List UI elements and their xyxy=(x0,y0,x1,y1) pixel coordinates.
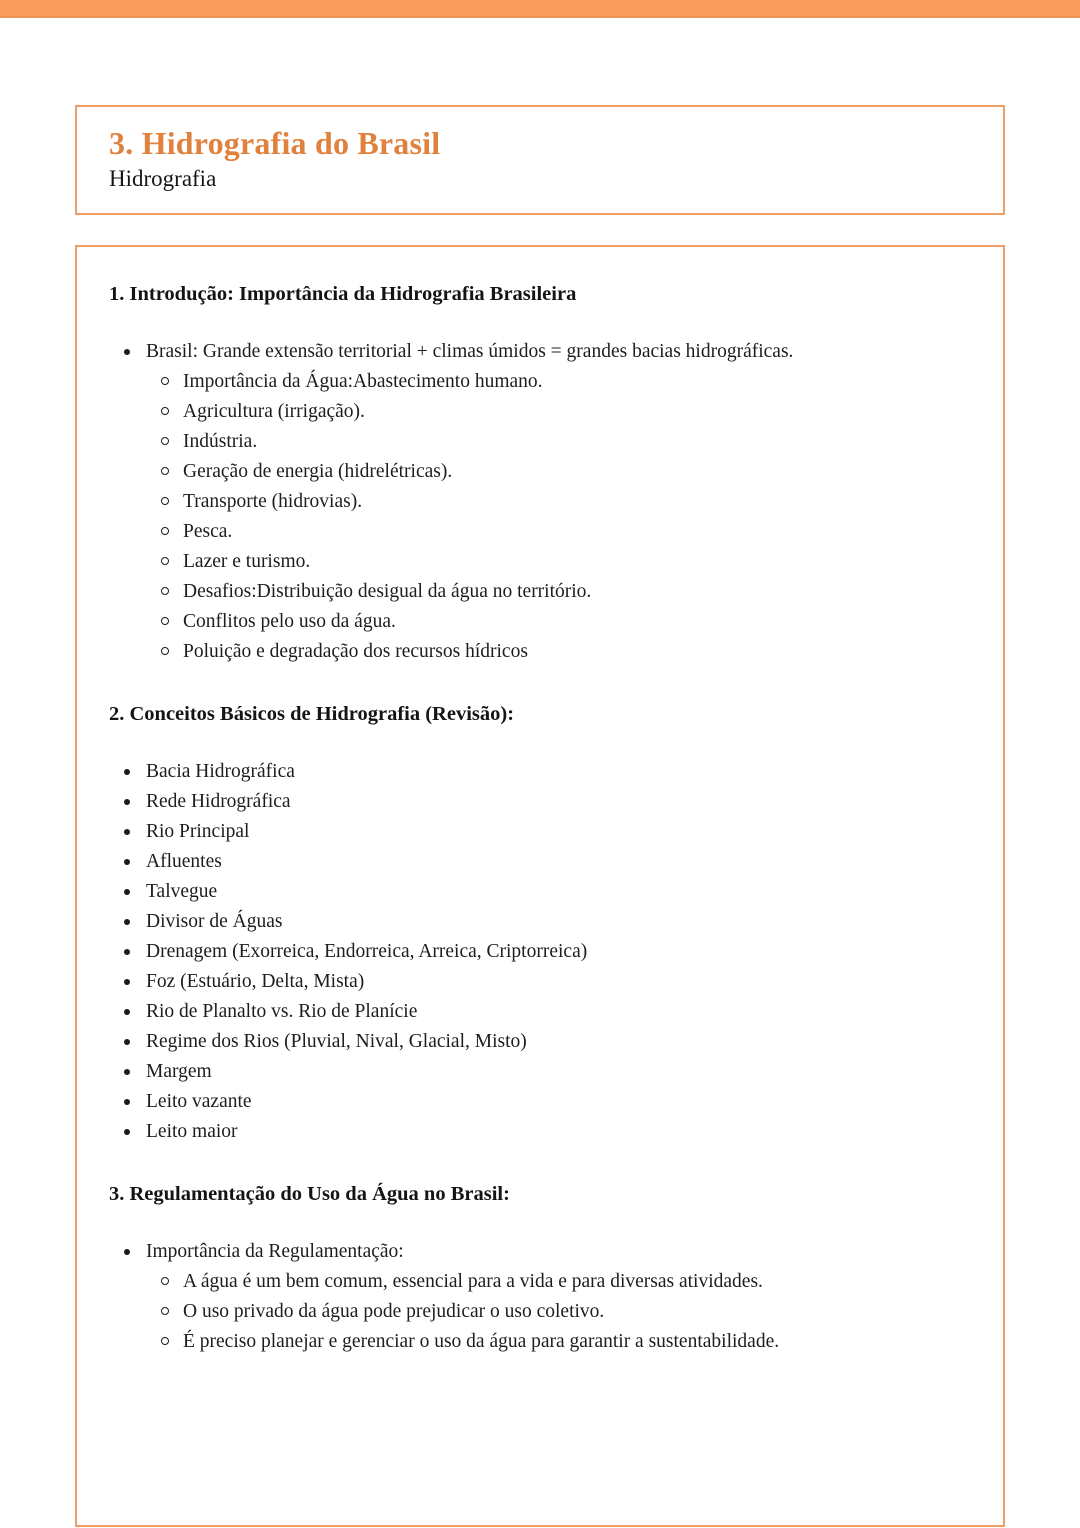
sub-list-item xyxy=(109,1297,969,1327)
sub-list-item-text: Poluição e degradação dos recursos hídricos xyxy=(183,641,528,662)
bullet-dot-icon xyxy=(124,769,130,775)
list-item-text: Margem xyxy=(146,1061,212,1082)
document-header-box xyxy=(75,105,1005,215)
sub-list-item-text: O uso privado da água pode prejudicar o uso coletivo. xyxy=(183,1301,605,1322)
sub-bullet-list xyxy=(109,1267,969,1357)
list-item-row xyxy=(109,817,969,847)
list-item-row xyxy=(109,967,969,997)
sub-list-item-text: Desafios:Distribuição desigual da água no território. xyxy=(183,581,592,602)
circle-bullet-icon xyxy=(161,617,169,625)
list-item-text: Drenagem (Exorreica, Endorreica, Arreica, Criptorreica) xyxy=(146,941,588,962)
list-item-text: Rio Principal xyxy=(146,821,250,842)
list-item xyxy=(109,337,969,667)
list-item-row xyxy=(109,847,969,877)
list-item-text: Divisor de Águas xyxy=(146,911,283,932)
sub-list-item xyxy=(109,547,969,577)
list-item-text: Rio de Planalto vs. Rio de Planície xyxy=(146,1001,418,1022)
circle-bullet-icon xyxy=(161,377,169,385)
list-item xyxy=(109,787,969,817)
sub-list-item xyxy=(109,487,969,517)
bullet-dot-icon xyxy=(124,1039,130,1045)
sub-list-item-text: Importância da Água:Abastecimento humano. xyxy=(183,371,543,392)
sub-list-item-row xyxy=(109,547,969,577)
sub-list-item-text: Geração de energia (hidrelétricas). xyxy=(183,461,453,482)
list-item-text: Leito maior xyxy=(146,1121,238,1142)
sub-list-item-row xyxy=(109,427,969,457)
list-item-row xyxy=(109,1087,969,1117)
sub-list-item xyxy=(109,517,969,547)
list-item-row xyxy=(109,1057,969,1087)
top-accent-bar xyxy=(0,0,1080,18)
list-item-row xyxy=(109,877,969,907)
section-heading: 3. Regulamentação do Uso da Água no Brasil: xyxy=(109,1183,510,1205)
section-heading: 2. Conceitos Básicos de Hidrografia (Revisão): xyxy=(109,703,515,725)
bullet-dot-icon xyxy=(124,949,130,955)
sub-list-item xyxy=(109,367,969,397)
bullet-dot-icon xyxy=(124,1009,130,1015)
page-subtitle: Hidrografia xyxy=(109,166,217,191)
list-item xyxy=(109,967,969,997)
sub-list-item-text: Conflitos pelo uso da água. xyxy=(183,611,396,632)
circle-bullet-icon xyxy=(161,647,169,655)
bullet-dot-icon xyxy=(124,889,130,895)
list-item xyxy=(109,757,969,787)
circle-bullet-icon xyxy=(161,1337,169,1345)
bullet-dot-icon xyxy=(124,829,130,835)
list-item xyxy=(109,847,969,877)
sub-list-item-text: Agricultura (irrigação). xyxy=(183,401,365,422)
bullet-dot-icon xyxy=(124,1069,130,1075)
list-item xyxy=(109,1117,969,1147)
list-item-text: Foz (Estuário, Delta, Mista) xyxy=(146,971,365,992)
sub-list-item-row xyxy=(109,607,969,637)
sub-list-item xyxy=(109,427,969,457)
list-item-row xyxy=(109,1237,969,1267)
list-item xyxy=(109,1087,969,1117)
circle-bullet-icon xyxy=(161,497,169,505)
sub-list-item xyxy=(109,397,969,427)
circle-bullet-icon xyxy=(161,407,169,415)
sub-list-item-row xyxy=(109,1267,969,1297)
list-item-row xyxy=(109,937,969,967)
list-item-text: Leito vazante xyxy=(146,1091,252,1112)
sub-list-item-row xyxy=(109,457,969,487)
list-item-text: Talvegue xyxy=(146,881,218,902)
bullet-dot-icon xyxy=(124,1129,130,1135)
circle-bullet-icon xyxy=(161,1277,169,1285)
bullet-dot-icon xyxy=(124,979,130,985)
sub-list-item xyxy=(109,457,969,487)
sub-list-item xyxy=(109,637,969,667)
bullet-dot-icon xyxy=(124,1249,130,1255)
page-title: 3. Hidrografia do Brasil xyxy=(109,125,441,161)
sub-list-item-text: É preciso planejar e gerenciar o uso da água para garantir a sustentabilidade. xyxy=(183,1331,780,1352)
bullet-list xyxy=(109,757,969,1147)
list-item-text: Regime dos Rios (Pluvial, Nival, Glacial, Misto) xyxy=(146,1031,527,1052)
list-item xyxy=(109,997,969,1027)
sub-list-item-text: Transporte (hidrovias). xyxy=(183,491,363,512)
sub-list-item-text: A água é um bem comum, essencial para a vida e para diversas atividades. xyxy=(183,1271,763,1292)
section xyxy=(109,701,969,1147)
section xyxy=(109,1181,969,1357)
sub-list-item-row xyxy=(109,397,969,427)
sections xyxy=(109,281,969,1357)
sub-list-item-row xyxy=(109,517,969,547)
bullet-dot-icon xyxy=(124,1099,130,1105)
bullet-dot-icon xyxy=(124,919,130,925)
sub-list-item-text: Pesca. xyxy=(183,521,233,542)
list-item-row xyxy=(109,787,969,817)
list-item-text: Importância da Regulamentação: xyxy=(146,1241,404,1262)
list-item-row xyxy=(109,997,969,1027)
list-item-row xyxy=(109,1027,969,1057)
list-item-text: Bacia Hidrográfica xyxy=(146,761,295,782)
sub-list-item-row xyxy=(109,637,969,667)
bullet-dot-icon xyxy=(124,799,130,805)
list-item xyxy=(109,1237,969,1357)
sub-list-item-text: Indústria. xyxy=(183,431,258,452)
list-item xyxy=(109,1027,969,1057)
list-item xyxy=(109,817,969,847)
section-heading: 1. Introdução: Importância da Hidrografia Brasileira xyxy=(109,283,577,305)
circle-bullet-icon xyxy=(161,437,169,445)
sub-bullet-list xyxy=(109,367,969,667)
sub-list-item-row xyxy=(109,1297,969,1327)
sub-list-item xyxy=(109,1327,969,1357)
circle-bullet-icon xyxy=(161,557,169,565)
list-item xyxy=(109,937,969,967)
list-item-row xyxy=(109,1117,969,1147)
circle-bullet-icon xyxy=(161,467,169,475)
sub-list-item xyxy=(109,577,969,607)
list-item-row xyxy=(109,757,969,787)
list-item-text: Afluentes xyxy=(146,851,222,872)
sub-list-item-row xyxy=(109,1327,969,1357)
bullet-dot-icon xyxy=(124,349,130,355)
list-item-row xyxy=(109,337,969,367)
sub-list-item xyxy=(109,1267,969,1297)
sub-list-item-text: Lazer e turismo. xyxy=(183,551,311,572)
list-item-text: Brasil: Grande extensão territorial + climas úmidos = grandes bacias hidrográficas. xyxy=(146,341,794,362)
sub-list-item xyxy=(109,607,969,637)
bullet-list xyxy=(109,337,969,667)
section xyxy=(109,281,969,667)
circle-bullet-icon xyxy=(161,1307,169,1315)
circle-bullet-icon xyxy=(161,527,169,535)
list-item-row xyxy=(109,907,969,937)
list-item xyxy=(109,877,969,907)
sub-list-item-row xyxy=(109,487,969,517)
bullet-dot-icon xyxy=(124,859,130,865)
list-item xyxy=(109,1057,969,1087)
document-content-box xyxy=(75,245,1005,1527)
list-item-text: Rede Hidrográfica xyxy=(146,791,291,812)
sub-list-item-row xyxy=(109,367,969,397)
bullet-list xyxy=(109,1237,969,1357)
list-item xyxy=(109,907,969,937)
sub-list-item-row xyxy=(109,577,969,607)
circle-bullet-icon xyxy=(161,587,169,595)
